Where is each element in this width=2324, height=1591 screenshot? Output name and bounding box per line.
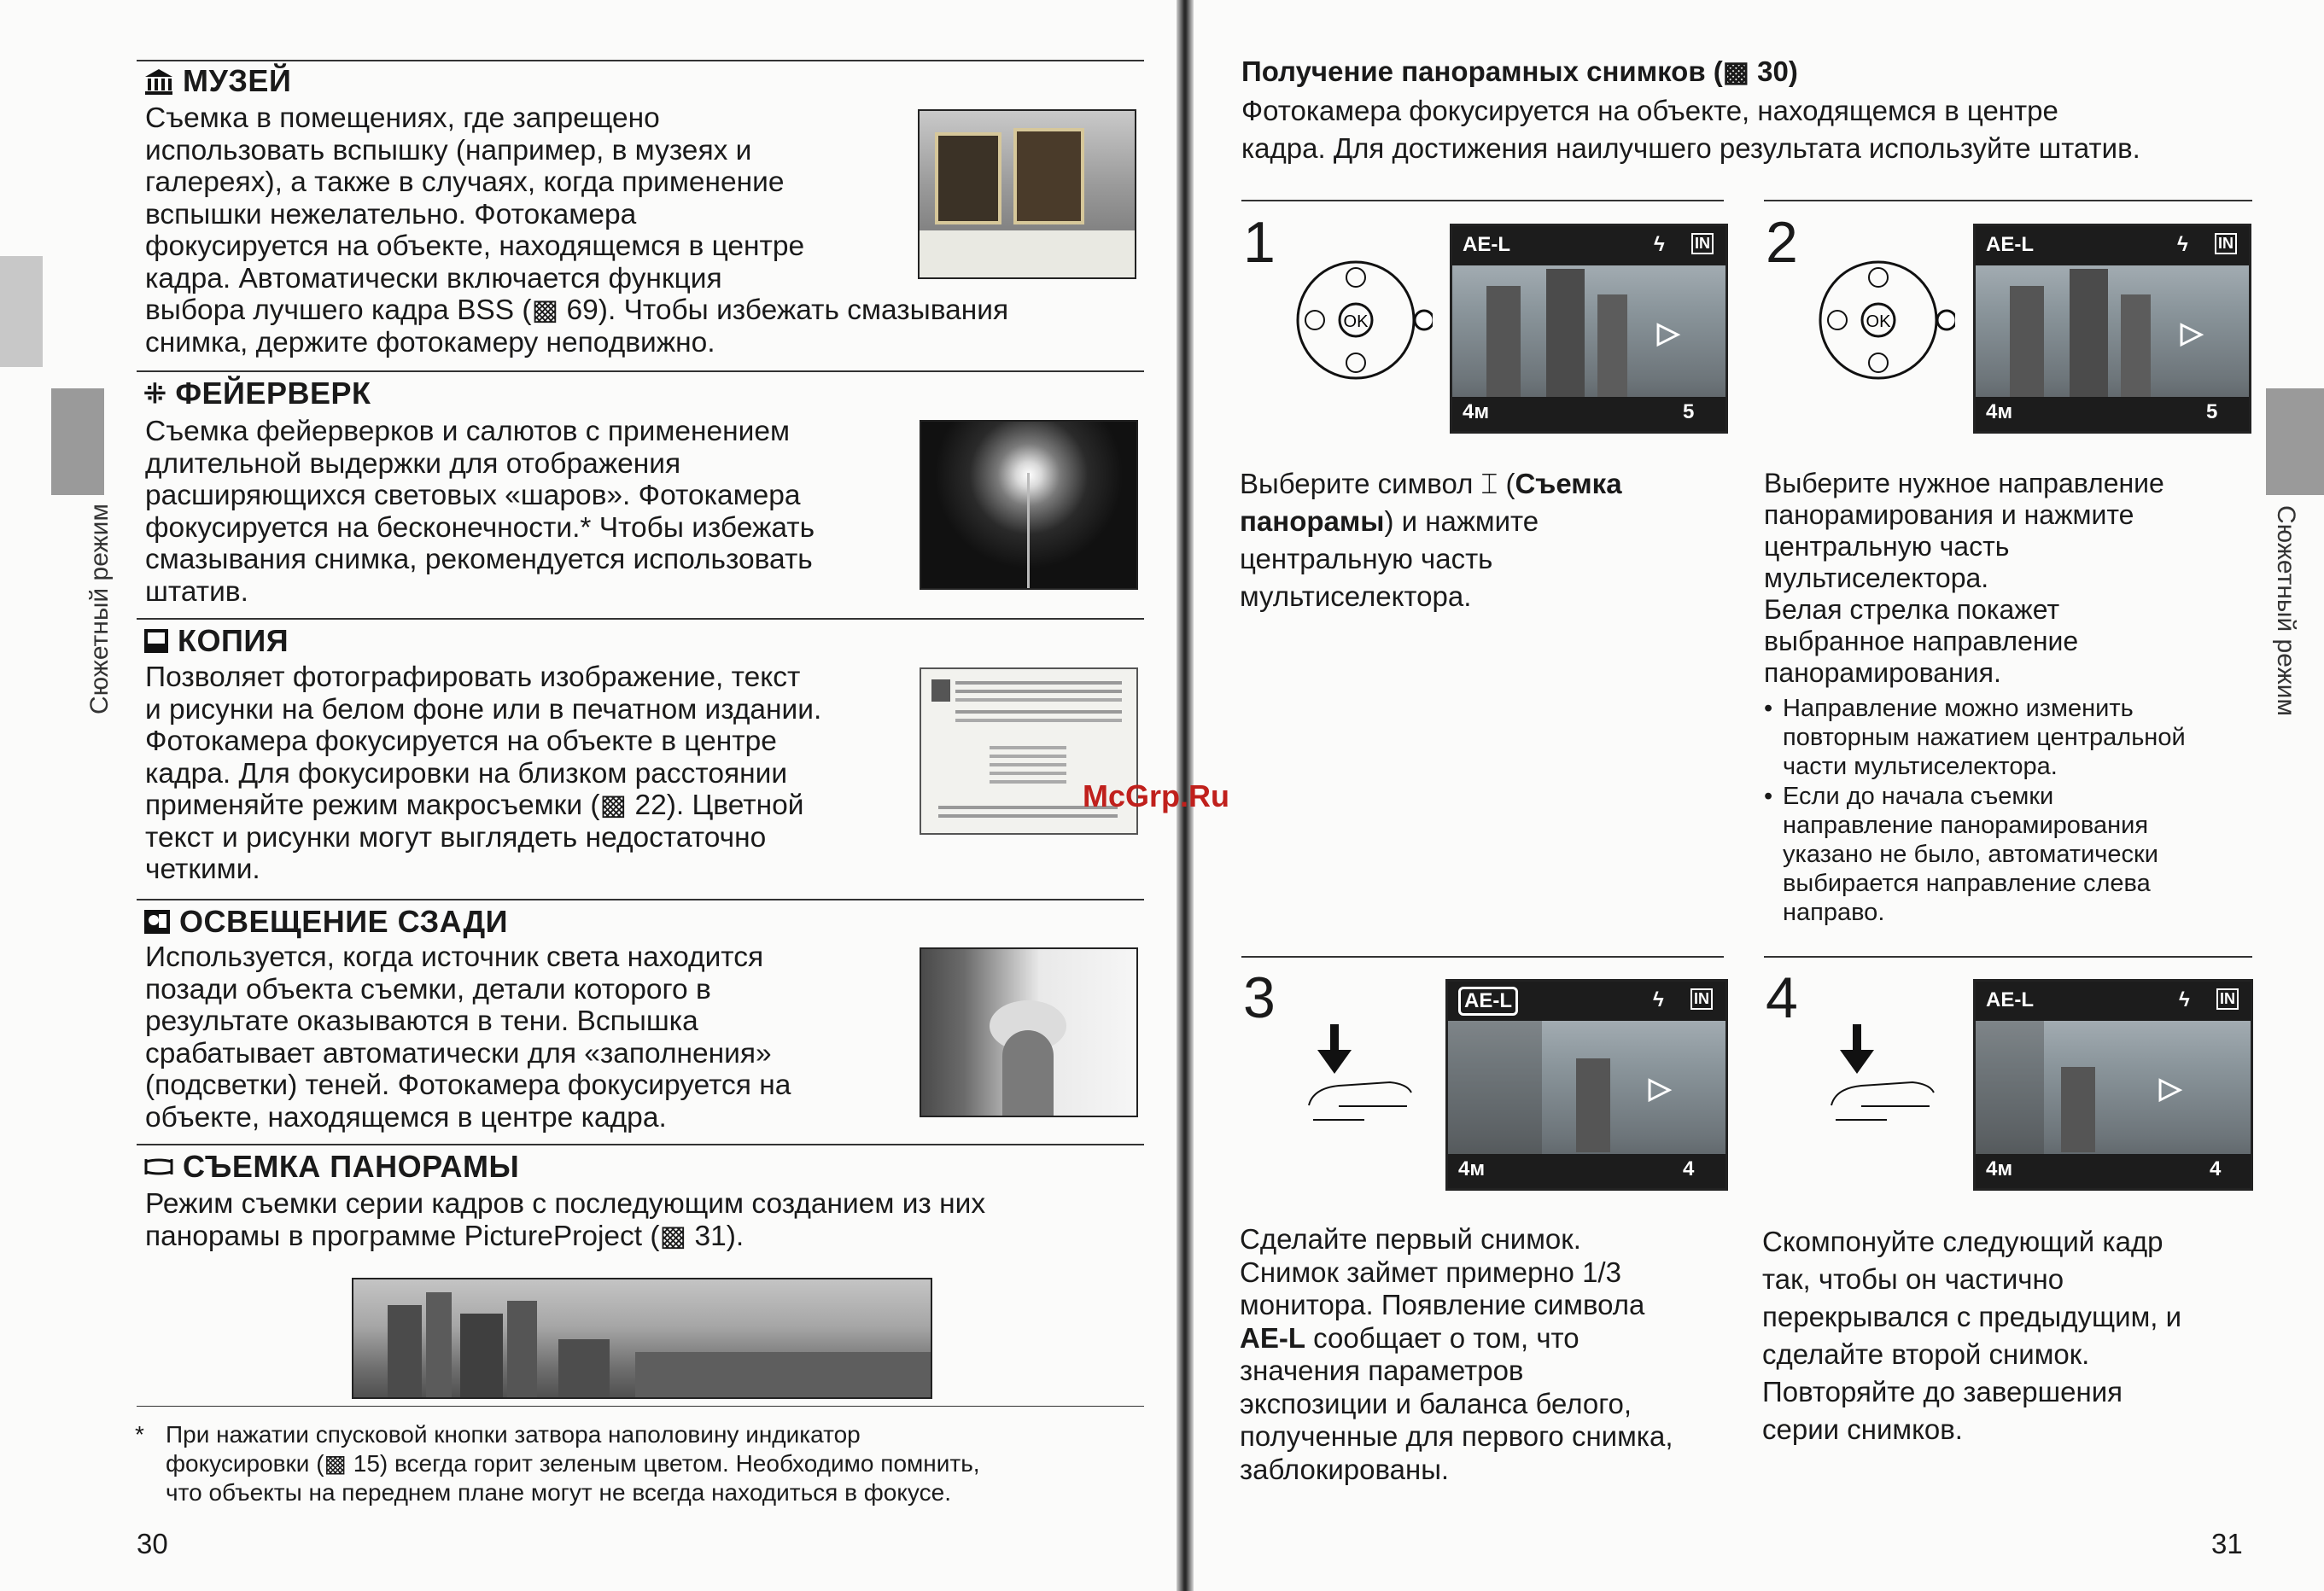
image-size-indicator: 4м: [1986, 1157, 2013, 1180]
panorama-icon: [143, 1156, 174, 1178]
step-rule: [1241, 956, 1724, 958]
museum-icon: [143, 67, 174, 96]
multiselector-icon: [1296, 256, 1433, 393]
bullet-dot: •: [1764, 695, 1773, 722]
step-text-part: Сделайте первый снимок. Снимок займет примерно 1/3 монитора. Появление символа: [1240, 1223, 1645, 1320]
step-number: 3: [1243, 965, 1276, 1030]
building: [2121, 294, 2151, 397]
building: [2010, 286, 2044, 397]
painting: [1013, 128, 1084, 224]
section-title-text: ФЕЙЕРВЕРК: [175, 376, 371, 411]
step-text: Выберите нужное направление панорамирования и нажмите центральную часть мультиселектора. Белая стрелка покажет выбранное направление панорамирования.: [1764, 468, 2164, 688]
section-title-copy: [143, 623, 289, 659]
building: [1546, 269, 1585, 397]
building: [1597, 294, 1627, 397]
step-number: 2: [1766, 210, 1798, 275]
section-tab: [2266, 388, 2324, 495]
section-title-text: КОПИЯ: [178, 623, 289, 658]
image-size-indicator: 4м: [1463, 400, 1490, 423]
doc-lines: [990, 746, 1066, 749]
watermark: McGrp.Ru: [1083, 778, 1230, 813]
floor: [920, 230, 1135, 277]
section-title-text: СЪЕМКА ПАНОРАМЫ: [183, 1149, 520, 1184]
flash-icon: ϟ: [1654, 233, 1665, 256]
fireworks-photo: [920, 420, 1138, 590]
side-label: Сюжетный режим: [85, 504, 114, 715]
step-text-part: ) и нажмите центральную часть мультиселектора.: [1240, 505, 1539, 612]
building: [1576, 1058, 1610, 1152]
painting: [935, 132, 1001, 224]
direction-arrow-icon: ▷: [1649, 1072, 1672, 1104]
section-body: Используется, когда источник света находится позади объекта съемки, детали которого в результате оказываются в тени. Вспышка срабатывает автоматически для «заполнения» (подсветки) теней. Фотокамера фокусируется на объекте, находящемся в центре кадра.: [145, 941, 791, 1134]
flash-icon: ϟ: [2177, 233, 2188, 256]
captured-area: [1976, 1021, 2044, 1154]
step-number: 1: [1243, 210, 1276, 275]
section-rule: [137, 370, 1144, 372]
step-bullet: Направление можно изменить повторным нажатием центральной части мультиселектора.: [1783, 695, 2186, 780]
step-text-part: Выберите символ ⌶ (: [1240, 468, 1515, 499]
ael-indicator: AE-L: [1986, 988, 2034, 1011]
section-rule: [137, 899, 1144, 900]
section-title-backlight: [143, 904, 508, 940]
memory-indicator: IN: [1691, 233, 1714, 254]
section-title-text: МУЗЕЙ: [183, 63, 292, 98]
svg-text:OK: OK: [1343, 312, 1369, 331]
section-body: Позволяет фотографировать изображение, текст и рисунки на белом фоне или в печатном издании. Фотокамера фокусируется на объекте в центре кадра. Для фокусировки на близком расстоянии применяйте режим макросъемки (▩ 22). Цветной текст и рисунки могут выглядеть недостаточно четкими.: [145, 661, 822, 885]
section-rule: [137, 1144, 1144, 1145]
ael-indicator: AE-L: [1458, 987, 1518, 1016]
ael-indicator: AE-L: [1986, 233, 2034, 256]
right-page: [1194, 0, 2324, 1591]
museum-photo: [918, 109, 1136, 279]
flash-icon: ϟ: [1653, 988, 1664, 1011]
bullet-dot: •: [1764, 783, 1773, 810]
section-body: Режим съемки серии кадров с последующим созданием из них панорамы в программе PictureProject (▩ 31).: [145, 1188, 986, 1252]
rocket-trail: [1027, 473, 1030, 588]
building: [2061, 1067, 2095, 1152]
building: [1486, 286, 1521, 397]
copy-icon: [143, 628, 169, 654]
section-title-fireworks: [143, 376, 371, 411]
camera-lcd: [1450, 224, 1728, 434]
section-tab: [51, 388, 104, 495]
shutter-press-icon: [1827, 1024, 1955, 1135]
section-title-museum: [143, 63, 291, 99]
section-body: Съемка в помещениях, где запрещено использовать вспышку (например, в музеях и галереях), а также в случаях, когда применение вспышки нежелательно. Фотокамера фокусируется на объекте, находящемся в центре кадра. Автоматически включается функция выбора лучшего кадра BSS (▩ 69). Чтобы избежать смазывания снимка, держите фотокамеру неподвижно.: [145, 102, 1009, 358]
edge-shadow: [0, 256, 43, 367]
step-rule: [1764, 200, 2252, 201]
image-size-indicator: 4м: [1986, 400, 2013, 423]
camera-lcd: [1973, 224, 2251, 434]
right-heading: Получение панорамных снимков (▩ 30): [1241, 55, 1798, 87]
memory-indicator: IN: [2215, 233, 2237, 254]
section-title-panorama: [143, 1149, 519, 1185]
building: [2070, 269, 2108, 397]
flash-icon: ϟ: [2179, 988, 2190, 1011]
frames-remaining: 4: [2210, 1157, 2222, 1180]
captured-area: [1448, 1021, 1542, 1154]
footnote-mark: *: [135, 1421, 144, 1448]
step-text: Скомпонуйте следующий кадр так, чтобы он частично перекрывался с предыдущим, и сделайте второй снимок. Повторяйте до завершения серии снимков.: [1762, 1226, 2182, 1445]
step-rule: [1241, 200, 1724, 201]
frames-remaining: 5: [1683, 400, 1695, 423]
panorama-photo: [352, 1278, 932, 1399]
direction-arrow-icon: ▷: [1657, 317, 1680, 349]
building: [388, 1305, 422, 1397]
frames-remaining: 5: [2206, 400, 2218, 423]
section-rule: [137, 618, 1144, 620]
building: [558, 1339, 610, 1397]
step-bullet: Если до начала съемки направление панорамирования указано не было, автоматически выбирается направление слева направо.: [1783, 783, 2158, 926]
building: [507, 1301, 537, 1397]
page-number: 30: [137, 1528, 168, 1559]
shutter-press-icon: [1305, 1024, 1433, 1135]
fireworks-icon: ⁜: [143, 378, 167, 409]
section-rule: [137, 60, 1144, 61]
memory-indicator: IN: [1690, 988, 1713, 1010]
camera-lcd: [1445, 979, 1728, 1191]
doc-logo: [931, 679, 950, 702]
backlight-photo: [920, 947, 1138, 1117]
step-text: [1240, 1223, 1673, 1486]
building: [460, 1314, 503, 1397]
side-label: Сюжетный режим: [2272, 505, 2300, 717]
ael-indicator: AE-L: [1463, 233, 1510, 256]
multiselector-icon: [1819, 256, 1955, 393]
step-text: [1240, 465, 1622, 615]
building: [426, 1292, 452, 1397]
direction-arrow-icon: ▷: [2159, 1072, 2182, 1104]
memory-indicator: IN: [2216, 988, 2239, 1010]
right-intro: Фотокамера фокусируется на объекте, находящемся в центре кадра. Для достижения наилучшего результата используйте штатив.: [1241, 95, 2140, 164]
step-text-part: сообщает о том, что значения параметров экспозиции и баланса белого, полученные для первого снимка, заблокированы.: [1240, 1321, 1673, 1485]
step-rule: [1764, 956, 2252, 958]
person: [1002, 1030, 1054, 1116]
step-text-bold: Съемка панорамы: [1240, 468, 1622, 537]
section-body: Съемка фейерверков и салютов с применением длительной выдержки для отображения расширяющихся световых «шаров». Фотокамера фокусируется на бесконечности.* Чтобы избежать смазывания снимка, рекомендуется использовать штатив.: [145, 416, 815, 608]
svg-text:OK: OK: [1866, 312, 1891, 331]
camera-lcd: [1973, 979, 2253, 1191]
step-text-bold: AE-L: [1240, 1321, 1305, 1354]
image-size-indicator: 4м: [1458, 1157, 1486, 1180]
backlight-icon: [143, 909, 171, 935]
frames-remaining: 4: [1683, 1157, 1695, 1180]
cityscape: [635, 1352, 931, 1397]
page-number: 31: [2211, 1528, 2243, 1559]
direction-arrow-icon: ▷: [2181, 317, 2204, 349]
doc-lines: [955, 681, 1122, 685]
section-title-text: ОСВЕЩЕНИЕ СЗАДИ: [179, 904, 509, 939]
step-number: 4: [1766, 965, 1798, 1030]
footnote-rule: [137, 1406, 1144, 1407]
footnote: При нажатии спусковой кнопки затвора наполовину индикатор фокусировки (▩ 15) всегда горит зеленым цветом. Необходимо помнить, что объекты на переднем плане могут не всегда находиться в фокусе.: [166, 1421, 980, 1506]
